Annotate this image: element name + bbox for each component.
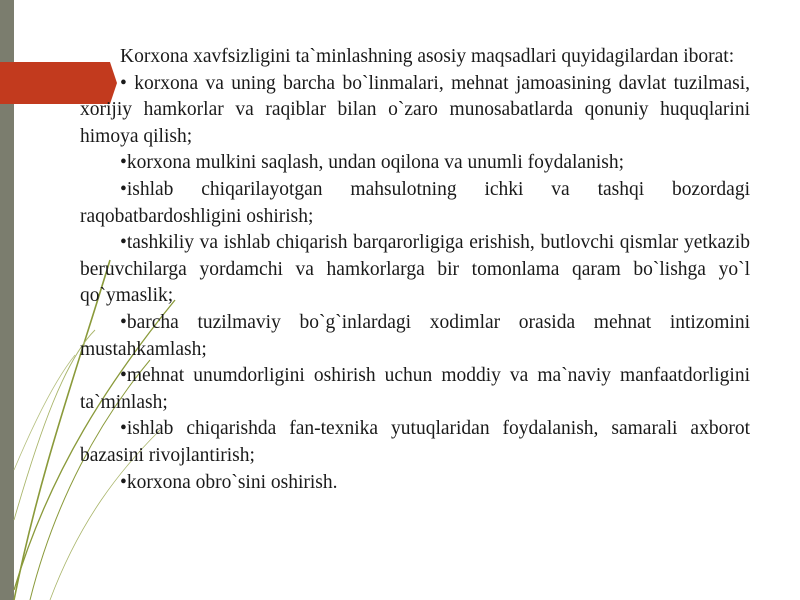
bullet-item: •korxona mulkini saqlash, undan oqilona va unumli foydalanish;	[120, 152, 625, 174]
slide-text	[80, 44, 750, 496]
bullet-item: •barcha tuzilmaviy bo`g`inlardagi xodimlar orasida mehnat intizomini mustahkamlash;	[80, 311, 750, 360]
intro-paragraph: Korxona xavfsizligini ta`minlashning asosiy maqsadlari quyidagilardan iborat:	[120, 46, 735, 67]
bullet-item: • korxona va uning barcha bo`linmalari, mehnat jamoasining davlat tuzilmasi, xorijiy hamkorlar va raqiblar bilan o`zaro munosabatlarda qonuniy huquqlarini himoya qilish;	[80, 72, 750, 147]
bullet-item: •korxona obro`sini oshirish.	[120, 471, 338, 493]
bullet-item: •mehnat unumdorligini oshirish uchun moddiy va ma`naviy manfaatdorligini ta`minlash;	[80, 365, 750, 413]
bullet-item: •tashkiliy va ishlab chiqarish barqarorligiga erishish, butlovchi qismlar yetkazib beruvchilarga yordamchi va hamkorlarga bir tomonlama qaram bo`lishga yo`l qo`ymaslik;	[80, 232, 750, 307]
decor-line	[14, 355, 75, 470]
bullet-item: •ishlab chiqarilayotgan mahsulotning ichki va tashqi bozordagi raqobatbardoshligini oshirish;	[80, 178, 750, 227]
bullet-item: •ishlab chiqarishda fan-texnika yutuqlaridan foydalanish, samarali axborot bazasini rivojlantirish;	[80, 418, 750, 466]
